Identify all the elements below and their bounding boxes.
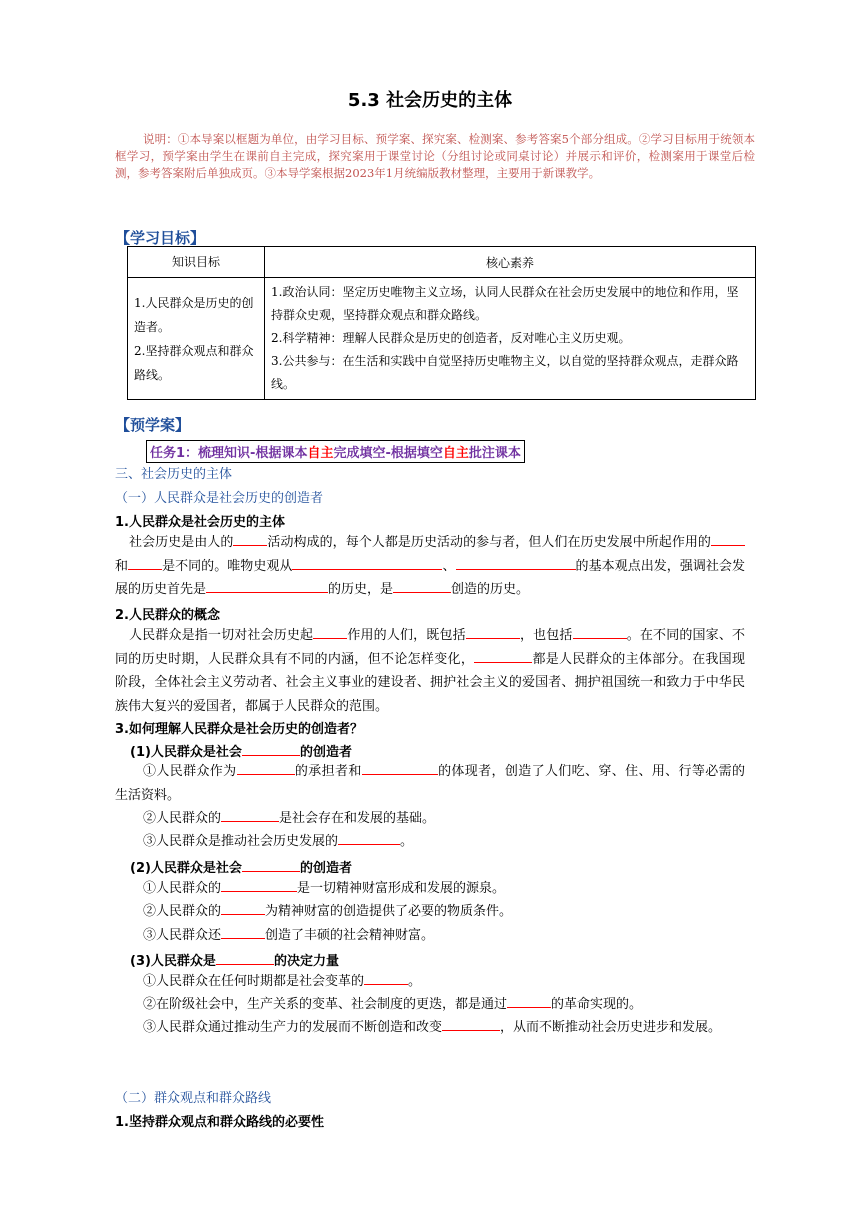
fill-blank[interactable] [206,578,328,593]
text: 。在不同的国家、不同的历史时期，人民群众具有不同的内涵，但不论怎样变化， [115,628,745,667]
task-box [146,440,525,463]
knowledge-goal-item: 2.坚持群众观点和群众路线。 [134,343,254,382]
text: 是社会存在和发展的基础。 [279,811,436,826]
text: 为精神财富的创造提供了必要的物质条件。 [265,904,513,919]
fill-blank[interactable] [442,1016,500,1031]
instructions-note: 说明：①本导案以框题为单位，由学习目标、预学案、探究案、检测案、参考答案5个部分组成。②学习目标用于统领本框学习，预学案由学生在课前自主完成，探究案用于课堂讨论（分组讨论或同桌讨论）并展示和评价，检测案用于课堂后检测，参考答案附后单独成页。③本导学案根据2023年1月统编版教材整理，主要用于新课教学。 [115,132,755,180]
item-heading: 3.如何理解人民群众是社会历史的创造者？ [115,722,363,737]
item-heading: 1.坚持群众观点和群众路线的必要性 [115,1115,324,1130]
fill-blank[interactable] [393,578,451,593]
text: 人民群众是指一切对社会历史起 [129,628,314,643]
fill-blank[interactable] [292,555,442,570]
fill-blank[interactable] [221,877,297,892]
text: 都是人民群众的主体部分。在我国现阶段，全体社会主义劳动者、社会主义事业的建设者、拥护社会主义的爱国者、拥护祖国统一和致力于中华民族伟大复兴的爱国者，都属于人民群众的范围。 [115,651,745,714]
text: ①人民群众的 [143,881,222,896]
knowledge-goals-cell [128,278,265,400]
core-column-header: 核心素养 [265,247,756,278]
text: 的承担者和 [294,764,362,779]
core-goal-item: 2.科学精神：理解人民群众是历史的创造者，反对唯心主义历史观。 [271,331,631,345]
table-header-row [128,247,756,278]
text: 是不同的。唯物史观从 [162,558,293,574]
core-goal-item: 3.公共参与：在生活和实践中自觉坚持历史唯物主义，以自觉的坚持群众观点，走群众路线。 [271,354,739,391]
text: 作用的人们，既包括 [347,628,466,643]
text: 创造了丰硕的社会精神财富。 [265,928,435,943]
text: ③人民群众通过推动生产力的发展而不断创造和改变 [143,1020,443,1035]
text: 。 [408,974,422,989]
fill-blank[interactable] [221,900,265,915]
core-goals-cell [265,278,756,400]
paragraph [115,531,745,602]
fill-blank[interactable] [474,648,532,663]
core-goal-item: 1.政治认同：坚定历史唯物主义立场，认同人民群众在社会历史发展中的地位和作用，坚持群众史观，坚持群众观点和群众路线。 [271,285,739,322]
text: ，也包括 [519,628,573,643]
text: 、 [442,558,456,574]
sub-heading [130,950,339,969]
paragraph [115,993,745,1017]
fill-blank[interactable] [216,950,274,965]
preview-heading: 【预学案】 [115,416,191,434]
text: 创造的历史。 [451,582,530,597]
paragraph [115,830,745,854]
text: (3)人民群众是 [130,954,216,969]
fill-blank[interactable] [237,760,295,775]
task-text: 任务1：梳理知识-根据课本 [150,446,308,461]
text: ①人民群众作为 [143,764,237,779]
paragraph [115,900,745,924]
fill-blank[interactable] [313,624,347,639]
knowledge-goal-item: 1.人民群众是历史的创造者。 [134,295,254,334]
paragraph [115,624,745,718]
text: 是一切精神财富形成和发展的源泉。 [297,881,506,896]
fill-blank[interactable] [573,624,627,639]
item-heading: 1.人民群众是社会历史的主体 [115,515,285,530]
text: 活动构成的，每个人都是历史活动的参与者，但人们在历史发展中所起作用的 [267,535,711,550]
text: 的决定力量 [273,954,339,969]
fill-blank[interactable] [338,830,400,845]
paragraph [115,877,745,901]
text: 和 [115,558,129,574]
text: 的创造者 [299,861,352,876]
text: (1)人民群众是社会 [130,745,242,760]
paragraph [115,760,745,807]
section-heading: 三、社会历史的主体 [115,467,233,482]
text: 社会历史是由人的 [129,535,234,550]
text: ②在阶级社会中，生产关系的变革、社会制度的更迭，都是通过 [143,997,508,1012]
paragraph [115,807,745,831]
text: (2)人民群众是社会 [130,861,242,876]
table-row [128,278,756,400]
text: ③人民群众是推动社会历史发展的 [143,834,339,849]
fill-blank[interactable] [711,531,745,546]
paragraph [115,924,745,948]
task-highlight: 自主 [442,446,469,461]
text: 的革命实现的。 [551,997,643,1012]
part-heading: （二）群众观点和群众路线 [115,1091,272,1106]
fill-blank[interactable] [221,807,279,822]
text: ②人民群众的 [143,811,222,826]
fill-blank[interactable] [242,857,300,872]
goals-table [127,246,756,400]
part-heading: （一）人民群众是社会历史的创造者 [115,491,324,506]
goals-heading: 【学习目标】 [115,229,206,247]
fill-blank[interactable] [456,555,576,570]
text: 的基本观点出发，强调社会发展的历史首先是 [115,558,745,597]
fill-blank[interactable] [128,555,162,570]
task-text: 完成填空-根据填空 [333,446,443,461]
fill-blank[interactable] [507,993,551,1008]
fill-blank[interactable] [242,741,300,756]
task-highlight: 自主 [307,446,334,461]
text: 。 [400,834,414,849]
fill-blank[interactable] [233,531,267,546]
task-text: 批注课本 [468,446,521,461]
text: 的创造者 [299,745,352,760]
text: 的历史，是 [328,582,394,597]
text: ③人民群众还 [143,928,222,943]
item-heading: 2.人民群众的概念 [115,608,220,623]
text: ①人民群众在任何时期都是社会变革的 [143,974,365,989]
paragraph [115,970,745,994]
text: ，从而不断推动社会历史进步和发展。 [500,1020,722,1035]
fill-blank[interactable] [466,624,520,639]
knowledge-column-header: 知识目标 [128,247,265,278]
text: ②人民群众的 [143,904,222,919]
fill-blank[interactable] [221,924,265,939]
sub-heading [130,741,352,760]
fill-blank[interactable] [364,970,408,985]
fill-blank[interactable] [362,760,438,775]
text: 的体现者，创造了人们吃、穿、住、用、行等必需的生活资料。 [115,764,745,803]
paragraph [115,1016,745,1040]
sub-heading [130,857,352,876]
page-title: 5.3 社会历史的主体 [347,90,513,111]
